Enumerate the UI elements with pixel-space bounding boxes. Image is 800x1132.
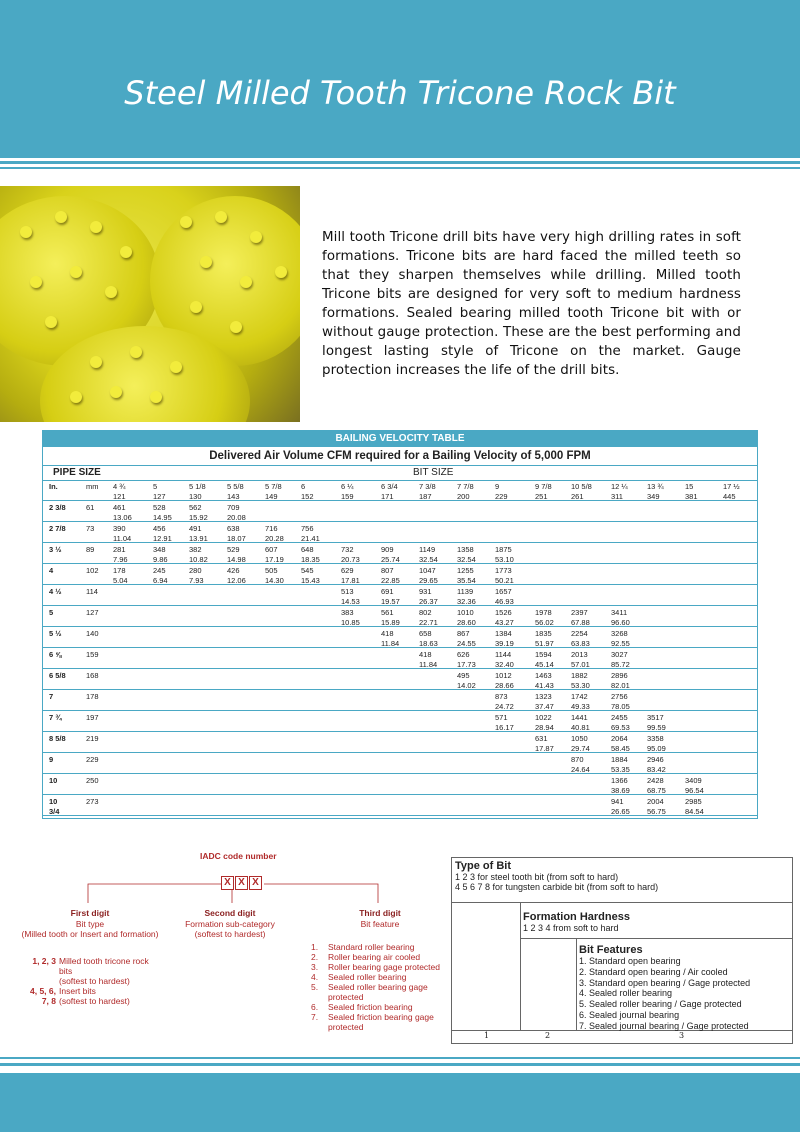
table-cell: 2985 84.54 (685, 797, 704, 816)
row-mm: 250 (86, 776, 99, 785)
row-mm: 229 (86, 755, 99, 764)
row-in: 10 (49, 776, 58, 785)
row-mm: 178 (86, 692, 99, 701)
row-in: 4 ½ (49, 587, 62, 596)
table-cell: 505 14.30 (265, 566, 284, 585)
table-cell: 1047 29.65 (419, 566, 438, 585)
row-in: 8 5/8 (49, 734, 66, 743)
table-cell: 461 13.06 (113, 503, 132, 522)
formation-hardness-title: Formation Hardness (523, 911, 630, 923)
page-title: Steel Milled Tooth Tricone Rock Bit (124, 74, 676, 112)
bit-size-cell: 9 229 (495, 482, 508, 501)
table-cell: 631 17.87 (535, 734, 554, 753)
table-cell: 3268 92.55 (611, 629, 630, 648)
footer-stripe-2 (0, 1063, 800, 1066)
bit-features-title: Bit Features (579, 944, 643, 956)
table-cell: 1323 37.47 (535, 692, 554, 711)
first-list-item: 4, 5, 6, Insert bits (30, 986, 96, 996)
row-mm: 114 (86, 587, 98, 596)
table-cell: 716 20.28 (265, 524, 284, 543)
formation-hardness-line: 1 2 3 4 from soft to hard (523, 923, 619, 933)
table-cell: 873 24.72 (495, 692, 514, 711)
table-cell: 348 9.86 (153, 545, 168, 564)
bit-size-cell: 6 152 (301, 482, 314, 501)
row-in: 2 3/8 (49, 503, 66, 512)
row-mm: 89 (86, 545, 95, 554)
table-cell: 2756 78.05 (611, 692, 630, 711)
table-cell: 2428 68.75 (647, 776, 666, 795)
row-in: 5 ½ (49, 629, 62, 638)
row-in: 4 (49, 566, 54, 575)
table-cell: 2064 58.45 (611, 734, 630, 753)
row-mm: 273 (86, 797, 99, 806)
table-cell: 658 18.63 (419, 629, 438, 648)
table-cell: 1742 49.33 (571, 692, 590, 711)
table-cell: 571 16.17 (495, 713, 514, 732)
table-cell: 1594 45.14 (535, 650, 554, 669)
third-list-item: 1. Standard roller bearing (311, 942, 415, 952)
bit-feature-item: 2. Standard open bearing / Air cooled (579, 966, 728, 977)
bit-size-cell: 15 381 (685, 482, 698, 501)
col-in-label: In. (49, 482, 58, 491)
table-cell: 1882 53.30 (571, 671, 590, 690)
table-cell: 2896 82.01 (611, 671, 630, 690)
bit-feature-item: 1. Standard open bearing (579, 956, 681, 966)
bit-size-cell: 6 ¼ 159 (341, 482, 354, 501)
row-in: 7 (49, 692, 54, 701)
bit-feature-item: 3. Standard open bearing / Gage protected (579, 977, 751, 988)
table-cell: 529 14.98 (227, 545, 246, 564)
table-cell: 1012 28.66 (495, 671, 514, 690)
table-cell: 2254 63.83 (571, 629, 590, 648)
first-digit-label: First digit Bit type (Milled tooth or Insert and formation) (21, 908, 159, 939)
table-cell: 1526 43.27 (495, 608, 514, 627)
table-cell: 1139 32.36 (457, 587, 476, 606)
table-cell: 245 6.94 (153, 566, 168, 585)
table-cell: 931 26.37 (419, 587, 438, 606)
table-cell: 418 11.84 (419, 650, 438, 669)
third-list-item: protected (328, 992, 364, 1002)
table-cell: 491 13.91 (189, 524, 208, 543)
row-mm: 168 (86, 671, 99, 680)
iadc-title: IADC code number (200, 851, 277, 861)
bit-size-cell: 5 127 (153, 482, 166, 501)
intro-paragraph: Mill tooth Tricone drill bits have very high drilling rates in soft formations. Tricone bits are hard faced the milled teeth so that they sharpen themselves while drilling. Milled tooth Tricone bits are designed for very soft to medium hardness formations. Sealed bearing milled tooth Tricone bit with or without gauge protection. These are the best performing and longest lasting style of Tricone on the market. Gauge protection increases the life of the drill bits. (322, 230, 741, 378)
table-cell: 2397 67.88 (571, 608, 590, 627)
third-digit-label: Third digit Bit feature (359, 908, 401, 929)
bit-feature-item: 6. Sealed journal bearing (579, 1009, 680, 1020)
first-list-item: 7, 8 (softest to hardest) (41, 996, 130, 1006)
third-digit-list (311, 942, 461, 1032)
table-cell: 629 17.81 (341, 566, 360, 585)
bit-size-cell: 5 1/8 130 (189, 482, 206, 501)
table-cell: 3411 96.60 (611, 608, 630, 627)
table-cell: 390 11.04 (113, 524, 132, 543)
bit-size-cell: 9 7/8 251 (535, 482, 552, 501)
bit-size-cell: 17 ½ 445 (723, 482, 740, 501)
table-cell: 3358 95.09 (647, 734, 666, 753)
table-cell: 2455 69.53 (611, 713, 630, 732)
type-of-bit-title: Type of Bit (455, 860, 512, 872)
type-line-1: 1 2 3 for steel tooth bit (from soft to hard) (455, 872, 619, 882)
table-cell: 382 10.82 (189, 545, 208, 564)
bit-size-cell: 5 5/8 143 (227, 482, 244, 501)
table-cell: 1149 32.54 (419, 545, 438, 564)
table-cell: 1144 32.40 (495, 650, 514, 669)
type-of-bit-box (451, 857, 793, 1044)
table-cell: 1875 53.10 (495, 545, 514, 564)
bit-size-cell: 7 7/8 200 (457, 482, 474, 501)
table-cell: 1366 38.69 (611, 776, 630, 795)
bit-size-cell: 7 3/8 187 (419, 482, 436, 501)
table-cell: 1835 51.97 (535, 629, 554, 648)
table-cell: 1050 29.74 (571, 734, 590, 753)
first-list-item: (softest to hardest) (59, 976, 130, 986)
table-cell: 418 11.84 (381, 629, 400, 648)
bit-size-cell: 10 5/8 261 (571, 482, 592, 501)
row-mm: 219 (86, 734, 99, 743)
iadc-digit-2: X (235, 876, 248, 890)
table-cell: 1358 32.54 (457, 545, 476, 564)
table-cell: 648 18.35 (301, 545, 320, 564)
second-digit-label: Second digit Formation sub-category (softest to hardest) (185, 908, 275, 939)
table-cell: 1010 28.60 (457, 608, 476, 627)
table-cell: 495 14.02 (457, 671, 476, 690)
row-in: 5 (49, 608, 54, 617)
type-of-bit-section (455, 860, 658, 892)
table-cell: 426 12.06 (227, 566, 246, 585)
table-cell: 756 21.41 (301, 524, 320, 543)
table-cell: 1773 50.21 (495, 566, 514, 585)
table-cell: 941 26.65 (611, 797, 630, 816)
bit-size-cell: 5 7/8 149 (265, 482, 282, 501)
first-list-item: 1, 2, 3 Milled tooth tricone rock (32, 956, 149, 966)
table-cell: 3027 85.72 (611, 650, 630, 669)
table-cell: 802 22.71 (419, 608, 438, 627)
table-cell: 709 20.08 (227, 503, 246, 522)
third-list-item: 2. Roller bearing air cooled (311, 952, 421, 962)
row-mm: 140 (86, 629, 99, 638)
table-cell: 870 24.64 (571, 755, 590, 774)
row-mm: 159 (86, 650, 99, 659)
table-cell: 3517 99.59 (647, 713, 666, 732)
table-cell: 528 14.95 (153, 503, 172, 522)
table-cell: 626 17.73 (457, 650, 476, 669)
pipe-size-label: PIPE SIZE (53, 467, 101, 478)
table-cell: 691 19.57 (381, 587, 400, 606)
table-cell: 562 15.92 (189, 503, 208, 522)
third-list-item: 6. Sealed friction bearing (311, 1002, 413, 1012)
row-mm: 197 (86, 713, 99, 722)
table-cell: 1384 39.19 (495, 629, 514, 648)
table-cell: 456 12.91 (153, 524, 172, 543)
col-2: 2 (545, 1031, 551, 1040)
table-cell: 3409 96.54 (685, 776, 704, 795)
iadc-digit-1: X (221, 876, 234, 890)
table-cell: 178 5.04 (113, 566, 128, 585)
table-cell: 280 7.93 (189, 566, 204, 585)
row-in: 9 (49, 755, 54, 764)
table-cell: 1022 28.94 (535, 713, 554, 732)
type-line-2: 4 5 6 7 8 for tungsten carbide bit (from soft to hard) (455, 882, 659, 892)
third-list-item: protected (328, 1022, 364, 1032)
table-cell: 638 18.07 (227, 524, 246, 543)
first-list-item: bits (59, 966, 73, 976)
row-in: 6 5/8 (49, 671, 66, 680)
row-in: 6 ⅝ (49, 650, 62, 659)
bit-size-label: BIT SIZE (413, 467, 454, 478)
col-1: 1 (484, 1031, 490, 1040)
bit-feature-item: 4. Sealed roller bearing (579, 988, 673, 999)
third-list-item: 3. Roller bearing gage protected (311, 962, 440, 972)
table-subtitle: Delivered Air Volume CFM required for a Bailing Velocity of 5,000 FPM (43, 447, 757, 466)
row-mm: 61 (86, 503, 95, 512)
table-cell: 1463 41.43 (535, 671, 554, 690)
table-cell: 2946 83.42 (647, 755, 666, 774)
third-list-item: 5. Sealed roller bearing gage (311, 982, 428, 992)
formation-hardness-section (523, 911, 630, 933)
col-3: 3 (679, 1031, 685, 1040)
table-cell: 732 20.73 (341, 545, 360, 564)
footer-banner (0, 1073, 800, 1132)
table-cell: 1657 46.93 (495, 587, 514, 606)
col-mm-label: mm (86, 482, 99, 491)
bit-feature-item: 5. Sealed roller bearing / Gage protected (579, 999, 742, 1010)
table-cell: 607 17.19 (265, 545, 284, 564)
row-mm: 102 (86, 566, 99, 575)
table-cell: 1441 40.81 (571, 713, 590, 732)
table-cell: 1978 56.02 (535, 608, 554, 627)
table-cell: 383 10.85 (341, 608, 360, 627)
table-cell: 561 15.89 (381, 608, 400, 627)
table-cell: 807 22.85 (381, 566, 400, 585)
table-cell: 909 25.74 (381, 545, 400, 564)
row-mm: 73 (86, 524, 95, 533)
footer-stripe (0, 1057, 800, 1059)
table-cell: 1255 35.54 (457, 566, 476, 585)
bit-size-cell: 6 3/4 171 (381, 482, 398, 501)
table-title: BAILING VELOCITY TABLE (43, 431, 757, 447)
table-cell: 513 14.53 (341, 587, 360, 606)
table-cell: 2004 56.75 (647, 797, 666, 816)
row-mm: 127 (86, 608, 99, 617)
row-in: 10 3/4 (49, 797, 60, 816)
third-list-item: 4. Sealed roller bearing (311, 972, 407, 982)
bit-feature-item: 7. Sealed journal bearing / Gage protected (579, 1020, 749, 1031)
bit-features-section (579, 944, 750, 1032)
table-cell: 867 24.55 (457, 629, 476, 648)
row-in: 2 7/8 (49, 524, 66, 533)
row-in: 3 ½ (49, 545, 62, 554)
row-in: 7 ¾ (49, 713, 62, 722)
bit-size-cell: 12 ¼ 311 (611, 482, 628, 501)
bit-size-cell: 4 ¾ 121 (113, 482, 126, 501)
iadc-digit-3: X (249, 876, 262, 890)
first-digit-list (14, 956, 184, 1006)
third-list-item: 7. Sealed friction bearing gage (311, 1012, 434, 1022)
table-cell: 1884 53.35 (611, 755, 630, 774)
table-cell: 2013 57.01 (571, 650, 590, 669)
bit-size-cell: 13 ¾ 349 (647, 482, 664, 501)
table-cell: 545 15.43 (301, 566, 320, 585)
table-cell: 281 7.96 (113, 545, 128, 564)
